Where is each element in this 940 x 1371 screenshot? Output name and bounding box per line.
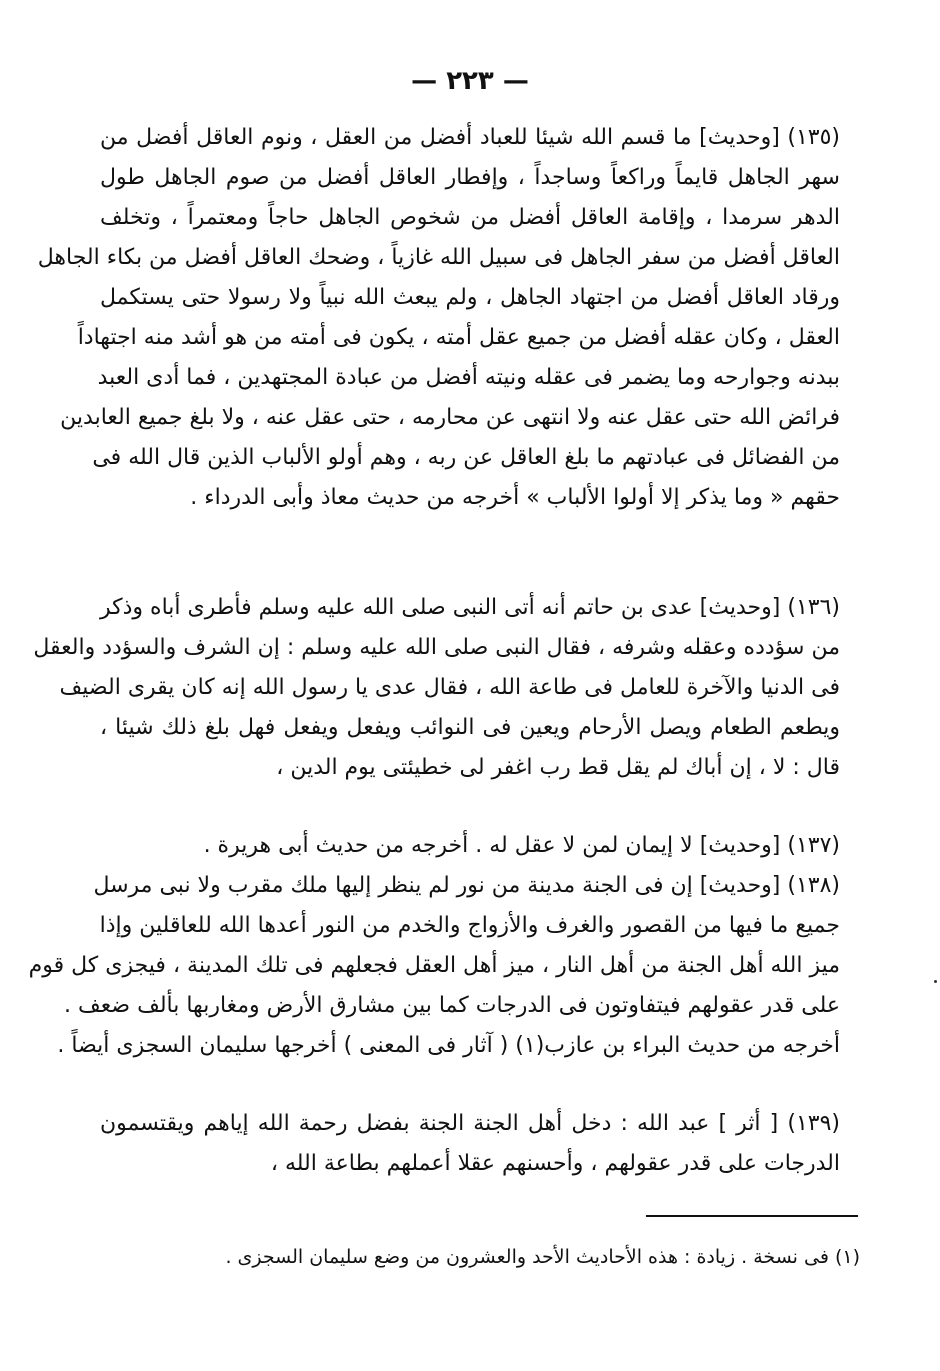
text-line: من الفضائل فى عبادتهم ما بلغ العاقل عن ربه ، وهم أولو الألباب الذين قال الله فى (92, 445, 840, 470)
text-line: ورقاد العاقل أفضل من اجتهاد الجاهل ، ولم يبعث الله نبياً ولا رسولا حتى يستكمل (100, 285, 840, 310)
text-line: حقهم « وما يذكر إلا أولوا الألباب » أخرجه من حديث معاذ وأبى الدرداء . (190, 485, 840, 510)
text-line: جميع ما فيها من القصور والغرف والأزواج والخدم من النور أعدها الله للعاقلين وإذا (99, 913, 840, 938)
text-line: (١٣٩) [ أثر ] عبد الله : دخل أهل الجنة الجنة بفضل رحمة الله إياهم ويقتسمون (100, 1111, 840, 1136)
paragraph-138 (28, 866, 840, 1066)
text-line: (١٣٨) [وحديث] إن فى الجنة مدينة من نور لم ينظر إليها ملك مقرب ولا نبى مرسل (93, 873, 840, 898)
text-line: الدرجات على قدر عقولهم ، وأحسنهم عقلا أعملهم بطاعة الله ، (270, 1151, 840, 1176)
footnote-divider (646, 1215, 858, 1217)
paragraph-137 (100, 826, 840, 866)
paragraph-139 (100, 1104, 840, 1184)
scan-speck (934, 980, 937, 983)
text-line: سهر الجاهل قايماً وراكعاً وساجداً ، وإفطار العاقل أفضل من صوم الجاهل طول (100, 165, 840, 190)
text-line: العقل ، وكان عقله أفضل من جميع عقل أمته ، يكون فى أمته من هو أشد منه اجتهاداً (77, 325, 840, 350)
paragraph-136 (33, 588, 840, 788)
paragraph-135 (37, 118, 840, 518)
text-line: فرائض الله حتى عقل عنه ولا انتهى عن محارمه ، حتى عقل عنه ، ولا بلغ جميع العابدين (60, 405, 840, 430)
text-line: قال : لا ، إن أباك لم يقل قط رب اغفر لى خطيئتى يوم الدين ، (276, 755, 840, 780)
text-line: ويطعم الطعام ويصل الأرحام ويعين فى النوائب ويفعل ويفعل فهل بلغ ذلك شيئا ، (100, 715, 840, 740)
text-line: على قدر عقولهم فيتفاوتون فى الدرجات كما بين مشارق الأرض ومغاربها بألف ضعف . (64, 993, 840, 1018)
text-line: (١٣٧) [وحديث] لا إيمان لمن لا عقل له . أخرجه من حديث أبى هريرة . (203, 833, 840, 858)
text-line: ببدنه وجوارحه وما يضمر فى عقله ونيته أفضل من عبادة المجتهدين ، فما أدى العبد (97, 365, 840, 390)
text-line: ميز الله أهل الجنة من أهل النار ، ميز أهل العقل فجعلهم فى تلك المدينة ، فيجزى كل قوم (28, 953, 840, 978)
text-line: العاقل أفضل من سفر الجاهل فى سبيل الله غازياً ، وضحك العاقل أفضل من بكاء الجاهل (37, 245, 840, 270)
page-number: — ٢٢٣ — (411, 66, 529, 96)
text-line: أخرجه من حديث البراء بن عازب(١) ( آثار فى المعنى ) أخرجها سليمان السجزى أيضاً . (57, 1033, 840, 1058)
text-line: (١٣٦) [وحديث] عدى بن حاتم أنه أتى النبى صلى الله عليه وسلم فأطرى أباه وذكر (100, 595, 840, 620)
text-line: من سؤدده وعقله وشرفه ، فقال النبى صلى الله عليه وسلم : إن الشرف والسؤدد والعقل (33, 635, 840, 660)
text-line: (١٣٥) [وحديث] ما قسم الله شيئا للعباد أفضل من العقل ، ونوم العاقل أفضل من (100, 125, 840, 150)
footnote: (١) فى نسخة . زيادة : هذه الأحاديث الأحد والعشرون من وضع سليمان السجزى . (225, 1246, 860, 1268)
text-line: فى الدنيا والآخرة للعامل فى طاعة الله ، فقال عدى يا رسول الله إنه كان يقرى الضيف (59, 675, 840, 700)
text-line: الدهر سرمدا ، وإقامة العاقل أفضل من شخوص الجاهل حاجاً ومعتمراً ، وتخلف (100, 205, 840, 230)
